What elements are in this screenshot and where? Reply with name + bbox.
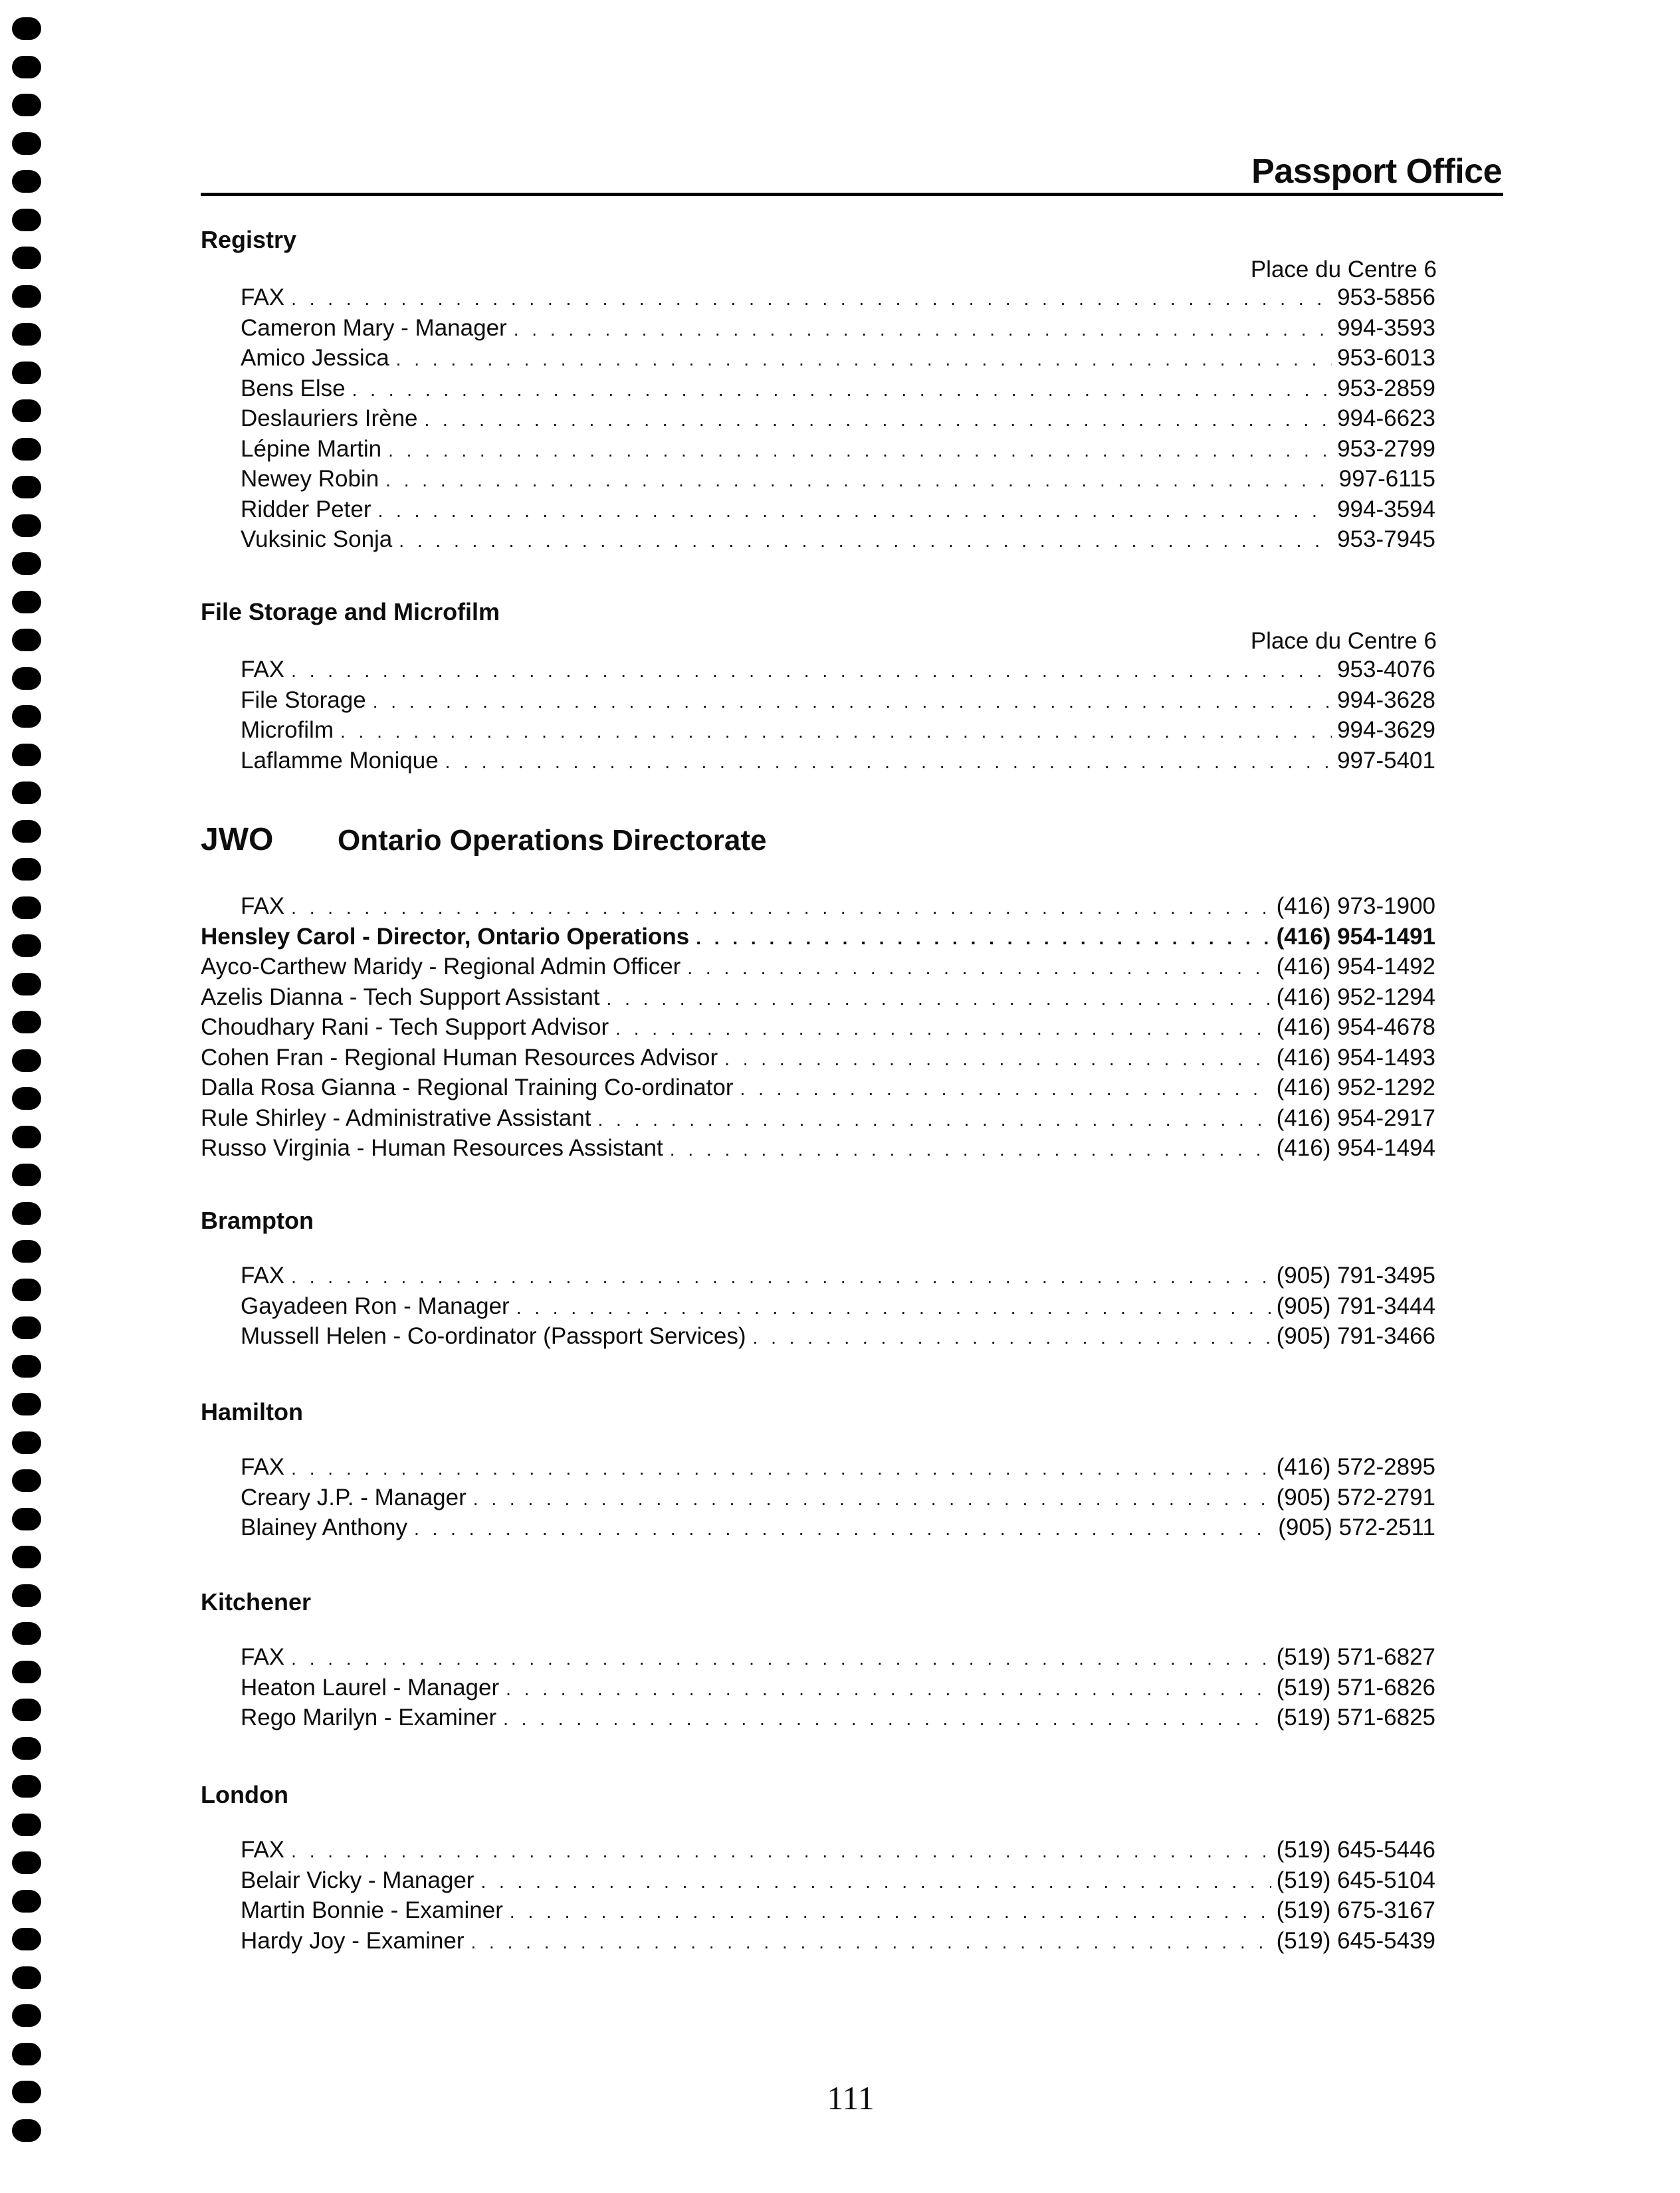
page-number: 111 [827, 2079, 875, 2117]
entry-phone: (416) 954-1491 [1276, 923, 1435, 950]
binding-hole [12, 1966, 41, 1989]
binding-hole [12, 247, 41, 269]
binding-hole [12, 629, 41, 651]
binding-hole [12, 1202, 41, 1225]
binding-hole [12, 858, 41, 881]
binding-hole [12, 438, 41, 461]
binding-hole [12, 896, 41, 919]
dot-leader [696, 928, 1271, 949]
entry-name: FAX [241, 1454, 285, 1480]
entry-phone: (519) 645-5439 [1276, 1927, 1435, 1954]
directory-entry [201, 1263, 1435, 1293]
entry-name: Belair Vicky - Manager [241, 1867, 474, 1893]
binding-hole [12, 132, 41, 155]
dot-leader [291, 1648, 1271, 1669]
entry-name: Deslauriers Irène [241, 405, 418, 431]
brampton-list [201, 1263, 1435, 1354]
entry-phone: 953-5856 [1337, 284, 1435, 310]
spiral-binding [12, 17, 41, 2157]
directory-entry [201, 496, 1435, 527]
entry-phone: 997-5401 [1337, 747, 1435, 774]
entry-name: Mussell Helen - Co-ordinator (Passport Services) [241, 1323, 746, 1349]
file-storage-location: Place du Centre 6 [1250, 628, 1437, 654]
entry-phone: (519) 645-5446 [1276, 1837, 1435, 1863]
directory-entry [201, 657, 1435, 687]
dot-leader [607, 988, 1271, 1009]
binding-hole [12, 1240, 41, 1263]
dot-leader [724, 1049, 1271, 1070]
directory-entry [201, 1485, 1435, 1515]
directory-entry [201, 1514, 1435, 1545]
dot-leader [615, 1018, 1271, 1039]
binding-hole [12, 1164, 41, 1186]
entry-name: Blainey Anthony [241, 1514, 408, 1540]
dot-leader [473, 1489, 1271, 1510]
binding-hole [12, 744, 41, 766]
entry-name: Vuksinic Sonja [241, 526, 393, 552]
file-storage-list [201, 657, 1435, 778]
directory-entry [201, 1928, 1435, 1958]
section-title-kitchener: Kitchener [201, 1588, 312, 1616]
entry-name: Gayadeen Ron - Manager [241, 1293, 510, 1319]
directory-entry [201, 717, 1435, 748]
directory-entry [201, 1014, 1435, 1045]
entry-phone: (416) 973-1900 [1276, 893, 1435, 919]
binding-hole [12, 285, 41, 308]
binding-hole [12, 1508, 41, 1530]
directory-entry [201, 1867, 1435, 1898]
dot-leader [377, 500, 1332, 522]
dot-leader [503, 1709, 1271, 1730]
entry-phone: (519) 571-6826 [1276, 1674, 1435, 1701]
entry-name: Microfilm [241, 717, 334, 743]
binding-hole [12, 170, 41, 193]
entry-name: Newey Robin [241, 466, 379, 492]
entry-name: FAX [241, 1644, 285, 1670]
dot-leader [670, 1139, 1271, 1160]
entry-phone: 953-7945 [1337, 526, 1435, 552]
directory-entry [201, 1705, 1435, 1735]
page-title: Passport Office [1251, 152, 1502, 191]
binding-hole [12, 476, 41, 498]
entry-phone: (416) 572-2895 [1276, 1454, 1435, 1480]
entry-name: Laflamme Monique [241, 747, 439, 774]
entry-phone: 953-6013 [1337, 345, 1435, 371]
binding-hole [12, 1049, 41, 1072]
entry-name: Cohen Fran - Regional Human Resources Advisor [201, 1044, 718, 1071]
entry-name: Hensley Carol - Director, Ontario Operations [201, 923, 690, 950]
binding-hole [12, 1814, 41, 1836]
dot-leader [388, 440, 1332, 461]
dot-leader [291, 661, 1332, 682]
directory-entry [201, 1075, 1435, 1105]
directorate-title: Ontario Operations Directorate [338, 824, 767, 857]
dot-leader [291, 1841, 1271, 1862]
entry-name: FAX [241, 893, 285, 919]
entry-phone: 994-3629 [1337, 717, 1435, 743]
entry-phone: (416) 954-4678 [1276, 1014, 1435, 1040]
binding-hole [12, 973, 41, 995]
section-title-hamilton: Hamilton [201, 1398, 304, 1425]
dot-leader [399, 530, 1332, 552]
directory-entry [201, 1293, 1435, 1324]
entry-name: Heaton Laurel - Manager [241, 1674, 500, 1701]
binding-hole [12, 591, 41, 613]
dot-leader [480, 1871, 1271, 1893]
entry-name: File Storage [241, 686, 366, 713]
directory-entry [201, 984, 1435, 1015]
binding-hole [12, 1584, 41, 1607]
binding-hole [12, 399, 41, 422]
directory-entry [201, 526, 1435, 557]
entry-name: Russo Virginia - Human Resources Assistant [201, 1135, 663, 1161]
binding-hole [12, 514, 41, 537]
binding-hole [12, 56, 41, 78]
hamilton-list [201, 1454, 1435, 1545]
dot-leader [385, 470, 1334, 491]
entry-name: Azelis Dianna - Tech Support Assistant [201, 984, 600, 1010]
entry-name: Amico Jessica [241, 345, 389, 371]
dot-leader [516, 1297, 1271, 1318]
entry-phone: (905) 791-3495 [1276, 1263, 1435, 1289]
entry-phone: (416) 952-1294 [1276, 984, 1435, 1010]
binding-hole [12, 934, 41, 957]
entry-name: FAX [241, 284, 285, 310]
entry-phone: (519) 675-3167 [1276, 1897, 1435, 1923]
directory-entry [201, 893, 1435, 924]
directory-entry [201, 405, 1435, 436]
directorate-heading [201, 821, 766, 858]
entry-phone: 994-3593 [1337, 314, 1435, 341]
dot-leader [753, 1327, 1271, 1348]
directorate-code: JWO [201, 822, 274, 857]
london-list [201, 1837, 1435, 1958]
binding-hole [12, 94, 41, 116]
entry-name: FAX [241, 1263, 285, 1289]
entry-phone: (416) 954-1493 [1276, 1044, 1435, 1071]
binding-hole [12, 2004, 41, 2027]
entry-name: Lépine Martin [241, 435, 382, 462]
section-title-london: London [201, 1781, 288, 1808]
section-title-file-storage: File Storage and Microfilm [201, 598, 500, 625]
binding-hole [12, 820, 41, 843]
binding-hole [12, 552, 41, 575]
entry-phone: 953-2799 [1337, 435, 1435, 462]
binding-hole [12, 1431, 41, 1454]
directory-entry [201, 1644, 1435, 1675]
entry-phone: (905) 791-3466 [1276, 1323, 1435, 1349]
entry-phone: (519) 571-6825 [1276, 1705, 1435, 1730]
entry-name: Rego Marilyn - Examiner [241, 1705, 497, 1730]
entry-name: Ridder Peter [241, 496, 371, 522]
directory-entry [201, 284, 1435, 315]
directory-entry [201, 345, 1435, 375]
binding-hole [12, 17, 41, 40]
entry-phone: (905) 791-3444 [1276, 1293, 1435, 1319]
dot-leader [740, 1079, 1271, 1100]
entry-phone: 953-2859 [1337, 375, 1435, 401]
binding-hole [12, 1928, 41, 1950]
dot-leader [373, 691, 1332, 712]
dot-leader [396, 349, 1332, 370]
dot-leader [340, 721, 1332, 742]
binding-hole [12, 1355, 41, 1378]
directory-entry [201, 687, 1435, 718]
binding-hole [12, 2119, 41, 2142]
entry-phone: (905) 572-2791 [1276, 1484, 1435, 1511]
entry-phone: 994-3628 [1337, 686, 1435, 713]
kitchener-list [201, 1644, 1435, 1735]
directory-entry [201, 1897, 1435, 1928]
dot-leader [687, 958, 1271, 979]
dot-leader [425, 409, 1332, 431]
dot-leader [510, 1901, 1271, 1923]
dot-leader [514, 319, 1332, 340]
entry-name: Cameron Mary - Manager [241, 314, 507, 341]
binding-hole [12, 1851, 41, 1874]
binding-hole [12, 1699, 41, 1721]
binding-hole [12, 1011, 41, 1033]
directory-entry [201, 954, 1435, 984]
dot-leader [471, 1932, 1271, 1953]
binding-hole [12, 1737, 41, 1760]
dot-leader [291, 288, 1332, 310]
entry-phone: 953-4076 [1337, 657, 1435, 682]
binding-hole [12, 1622, 41, 1645]
binding-hole [12, 1661, 41, 1683]
directory-entry [201, 315, 1435, 346]
binding-hole [12, 362, 41, 384]
entry-name: Hardy Joy - Examiner [241, 1927, 465, 1954]
binding-hole [12, 705, 41, 728]
binding-hole [12, 667, 41, 690]
entry-phone: 994-3594 [1337, 496, 1435, 522]
binding-hole [12, 1546, 41, 1568]
entry-phone: (416) 954-1492 [1276, 954, 1435, 980]
entry-phone: (416) 952-1292 [1276, 1075, 1435, 1100]
dot-leader [291, 1267, 1271, 1288]
binding-hole [12, 323, 41, 346]
entry-name: Dalla Rosa Gianna - Regional Training Co-ordinator [201, 1075, 734, 1100]
directory-entry [201, 1675, 1435, 1705]
directory-entry [201, 1454, 1435, 1485]
binding-hole [12, 1393, 41, 1415]
entry-name: Ayco-Carthew Maridy - Regional Admin Officer [201, 954, 681, 980]
entry-phone: 997-6115 [1338, 466, 1435, 492]
entry-name: Creary J.P. - Manager [241, 1484, 467, 1511]
binding-hole [12, 1087, 41, 1110]
registry-list [201, 284, 1435, 557]
entry-phone: (519) 645-5104 [1276, 1867, 1435, 1893]
directory-entry [201, 436, 1435, 467]
directory-entry [201, 1105, 1435, 1136]
binding-hole [12, 1279, 41, 1301]
dot-leader [445, 752, 1332, 773]
directory-entry [201, 1323, 1435, 1354]
dot-leader [414, 1518, 1273, 1540]
directory-entry [201, 748, 1435, 778]
dot-leader [291, 897, 1271, 918]
section-title-brampton: Brampton [201, 1207, 314, 1234]
entry-phone: (905) 572-2511 [1278, 1514, 1435, 1540]
directory-entry [201, 1837, 1435, 1867]
entry-name: Choudhary Rani - Tech Support Advisor [201, 1014, 609, 1040]
header-rule [201, 193, 1503, 196]
directory-entry [201, 466, 1435, 496]
entry-name: FAX [241, 657, 285, 682]
entry-phone: 994-6623 [1337, 405, 1435, 431]
binding-hole [12, 1890, 41, 1913]
binding-hole [12, 1126, 41, 1148]
directory-entry [201, 375, 1435, 406]
binding-hole [12, 782, 41, 804]
binding-hole [12, 209, 41, 231]
registry-location: Place du Centre 6 [1250, 257, 1437, 282]
directory-entry [201, 1135, 1435, 1166]
binding-hole [12, 2043, 41, 2065]
binding-hole [12, 2081, 41, 2103]
entry-phone: (416) 954-2917 [1276, 1104, 1435, 1131]
dot-leader [506, 1679, 1271, 1700]
entry-name: Rule Shirley - Administrative Assistant [201, 1104, 591, 1131]
binding-hole [12, 1469, 41, 1492]
dot-leader [352, 379, 1332, 401]
directorate-list [201, 893, 1435, 1166]
directory-entry [201, 1045, 1435, 1075]
dot-leader [597, 1109, 1271, 1130]
binding-hole [12, 1775, 41, 1798]
binding-hole [12, 1316, 41, 1339]
entry-name: Martin Bonnie - Examiner [241, 1897, 503, 1923]
entry-phone: (519) 571-6827 [1276, 1644, 1435, 1670]
section-title-registry: Registry [201, 226, 297, 253]
dot-leader [291, 1458, 1271, 1479]
entry-name: Bens Else [241, 375, 346, 401]
entry-phone: (416) 954-1494 [1276, 1135, 1435, 1161]
directory-entry [201, 924, 1435, 954]
entry-name: FAX [241, 1837, 285, 1863]
